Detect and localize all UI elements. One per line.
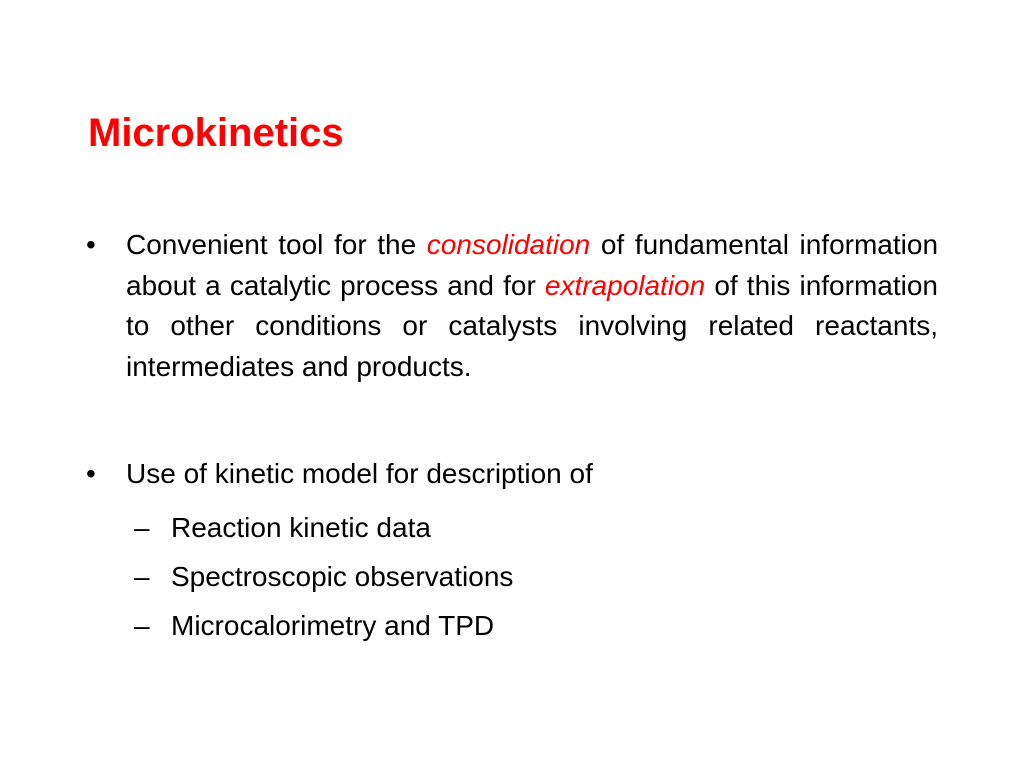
- sub-bullet-text: Microcalorimetry and TPD: [171, 609, 495, 641]
- bullet-item-consolidation: [86, 225, 938, 387]
- bullet-text-part: of this information to other conditions or catalysts involving related reactants, intermediates and products.: [126, 269, 938, 382]
- bullet-item-kinetic-model: [86, 454, 938, 650]
- bullet-list: [86, 225, 938, 650]
- bullet-marker: •: [86, 229, 96, 260]
- sub-bullet-marker: –: [134, 511, 150, 543]
- sub-bullet-item: [126, 601, 938, 650]
- bullet-text-part: of fundamental information about a catalytic process and for: [126, 229, 939, 301]
- sub-bullet-list: [126, 503, 938, 650]
- sub-bullet-marker: –: [134, 609, 150, 641]
- sub-bullet-item: [126, 503, 938, 552]
- slide-title: Microkinetics: [88, 111, 344, 155]
- bullet-text: Use of kinetic model for description of: [126, 458, 593, 489]
- sub-bullet-text: Spectroscopic observations: [171, 560, 514, 592]
- emphasis-extrapolation: extrapolation: [544, 269, 706, 301]
- sub-bullet-item: [126, 552, 938, 601]
- bullet-text-part: Convenient tool for the: [126, 229, 417, 260]
- sub-bullet-marker: –: [134, 560, 150, 592]
- bullet-marker: •: [86, 458, 96, 489]
- bullet-text: [126, 225, 938, 387]
- emphasis-consolidation: consolidation: [426, 229, 591, 260]
- sub-bullet-text: Reaction kinetic data: [171, 511, 431, 543]
